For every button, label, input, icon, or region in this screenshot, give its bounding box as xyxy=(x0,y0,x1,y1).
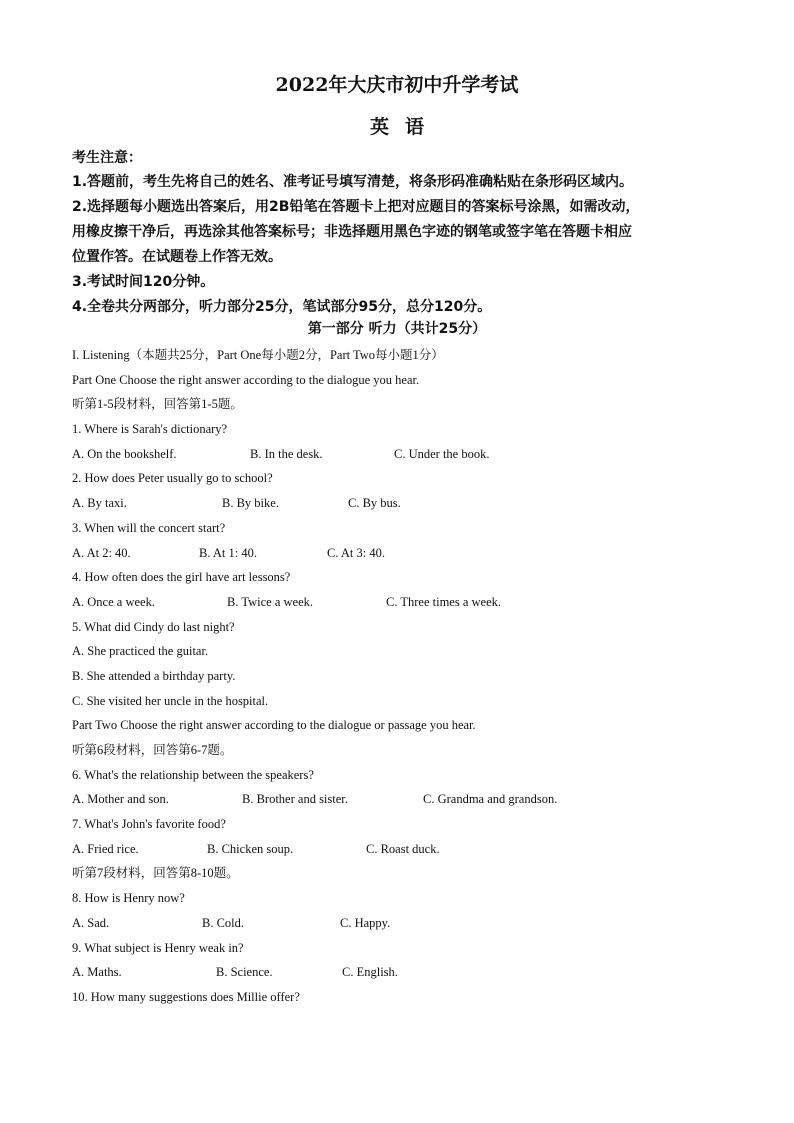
option-b: B. Cold. xyxy=(202,915,245,930)
option-c: C. Under the book. xyxy=(394,446,490,461)
option-c: C. English. xyxy=(342,965,398,980)
options-row xyxy=(72,541,752,566)
question-4: 4. How often does the girl have art lessons? xyxy=(72,570,291,585)
notice-item: 4.全卷共分两部分，听力部分25分，笔试部分95分，总分120分。 xyxy=(72,299,492,315)
listening-intro: I. Listening（本题共25分，Part One每小题2分，Part Two每小题1分） xyxy=(72,348,444,362)
question-8: 8. How is Henry now? xyxy=(72,891,185,906)
listen-instruction: 听第7段材料，回答第8-10题。 xyxy=(72,866,239,881)
option-a: A. Sad. xyxy=(72,915,110,930)
option-a: A. Fried rice. xyxy=(72,841,139,856)
question-9: 9. What subject is Henry weak in? xyxy=(72,940,244,955)
option-c: C. She visited her uncle in the hospital. xyxy=(72,693,269,708)
notice-item: 2.选择题每小题选出答案后，用2B铅笔在答题卡上把对应题目的答案标号涂黑，如需改动， xyxy=(72,199,640,215)
option-a: A. At 2: 40. xyxy=(72,545,131,560)
options-row xyxy=(72,911,752,936)
notice-list xyxy=(72,170,722,320)
option-b: B. In the desk. xyxy=(250,446,323,461)
options-row xyxy=(72,837,752,862)
option-c: C. By bus. xyxy=(348,496,401,511)
exam-title: 2022年大庆市初中升学考试 xyxy=(275,74,519,96)
question-6: 6. What's the relationship between the speakers? xyxy=(72,767,314,782)
option-b: B. By bike. xyxy=(222,496,279,511)
subject-title: 英语 xyxy=(369,116,440,138)
option-c: C. Grandma and grandson. xyxy=(423,792,558,807)
option-a: A. Mother and son. xyxy=(72,792,169,807)
question-5: 5. What did Cindy do last night? xyxy=(72,619,235,634)
option-b: B. Science. xyxy=(216,965,273,980)
option-c: C. Three times a week. xyxy=(386,594,502,609)
notice-item: 3.考试时间120分钟。 xyxy=(72,274,215,290)
option-a: A. On the bookshelf. xyxy=(72,446,177,461)
option-b: B. Twice a week. xyxy=(227,594,314,609)
listen-instruction: 听第1-5段材料，回答第1-5题。 xyxy=(72,397,243,412)
part-one-instruction: Part One Choose the right answer according to the dialogue you hear. xyxy=(72,372,420,387)
listening-section xyxy=(72,343,752,1010)
option-c: C. Happy. xyxy=(340,915,391,930)
question-2: 2. How does Peter usually go to school? xyxy=(72,471,273,486)
options-row xyxy=(72,960,752,985)
notice-item: 用橡皮擦干净后，再选涂其他答案标号；非选择题用黑色字迹的钢笔或签字笔在答题卡相应 xyxy=(72,224,632,240)
options-row xyxy=(72,787,752,812)
option-a: A. By taxi. xyxy=(72,496,127,511)
part-two-instruction: Part Two Choose the right answer according to the dialogue or passage you hear. xyxy=(72,718,476,733)
option-c: C. At 3: 40. xyxy=(327,545,385,560)
question-3: 3. When will the concert start? xyxy=(72,520,226,535)
option-a: A. Maths. xyxy=(72,965,122,980)
notice-heading: 考生注意： xyxy=(72,150,142,166)
section-title: 第一部分 听力（共计25分） xyxy=(307,321,487,337)
options-row xyxy=(72,491,752,516)
options-row xyxy=(72,442,752,467)
option-b: B. At 1: 40. xyxy=(199,545,257,560)
option-c: C. Roast duck. xyxy=(366,841,440,856)
option-b: B. Brother and sister. xyxy=(242,792,348,807)
option-a: A. She practiced the guitar. xyxy=(72,644,209,659)
notice-item: 1.答题前，考生先将自己的姓名、准考证号填写清楚，将条形码准确粘贴在条形码区域内。 xyxy=(72,174,634,190)
question-1: 1. Where is Sarah's dictionary? xyxy=(72,422,228,437)
options-row xyxy=(72,590,752,615)
question-7: 7. What's John's favorite food? xyxy=(72,817,226,832)
listen-instruction: 听第6段材料，回答第6-7题。 xyxy=(72,743,233,757)
option-b: B. She attended a birthday party. xyxy=(72,668,236,683)
question-10: 10. How many suggestions does Millie offer? xyxy=(72,989,300,1004)
option-b: B. Chicken soup. xyxy=(207,841,294,856)
notice-item: 位置作答。在试题卷上作答无效。 xyxy=(72,249,282,265)
option-a: A. Once a week. xyxy=(72,594,155,609)
